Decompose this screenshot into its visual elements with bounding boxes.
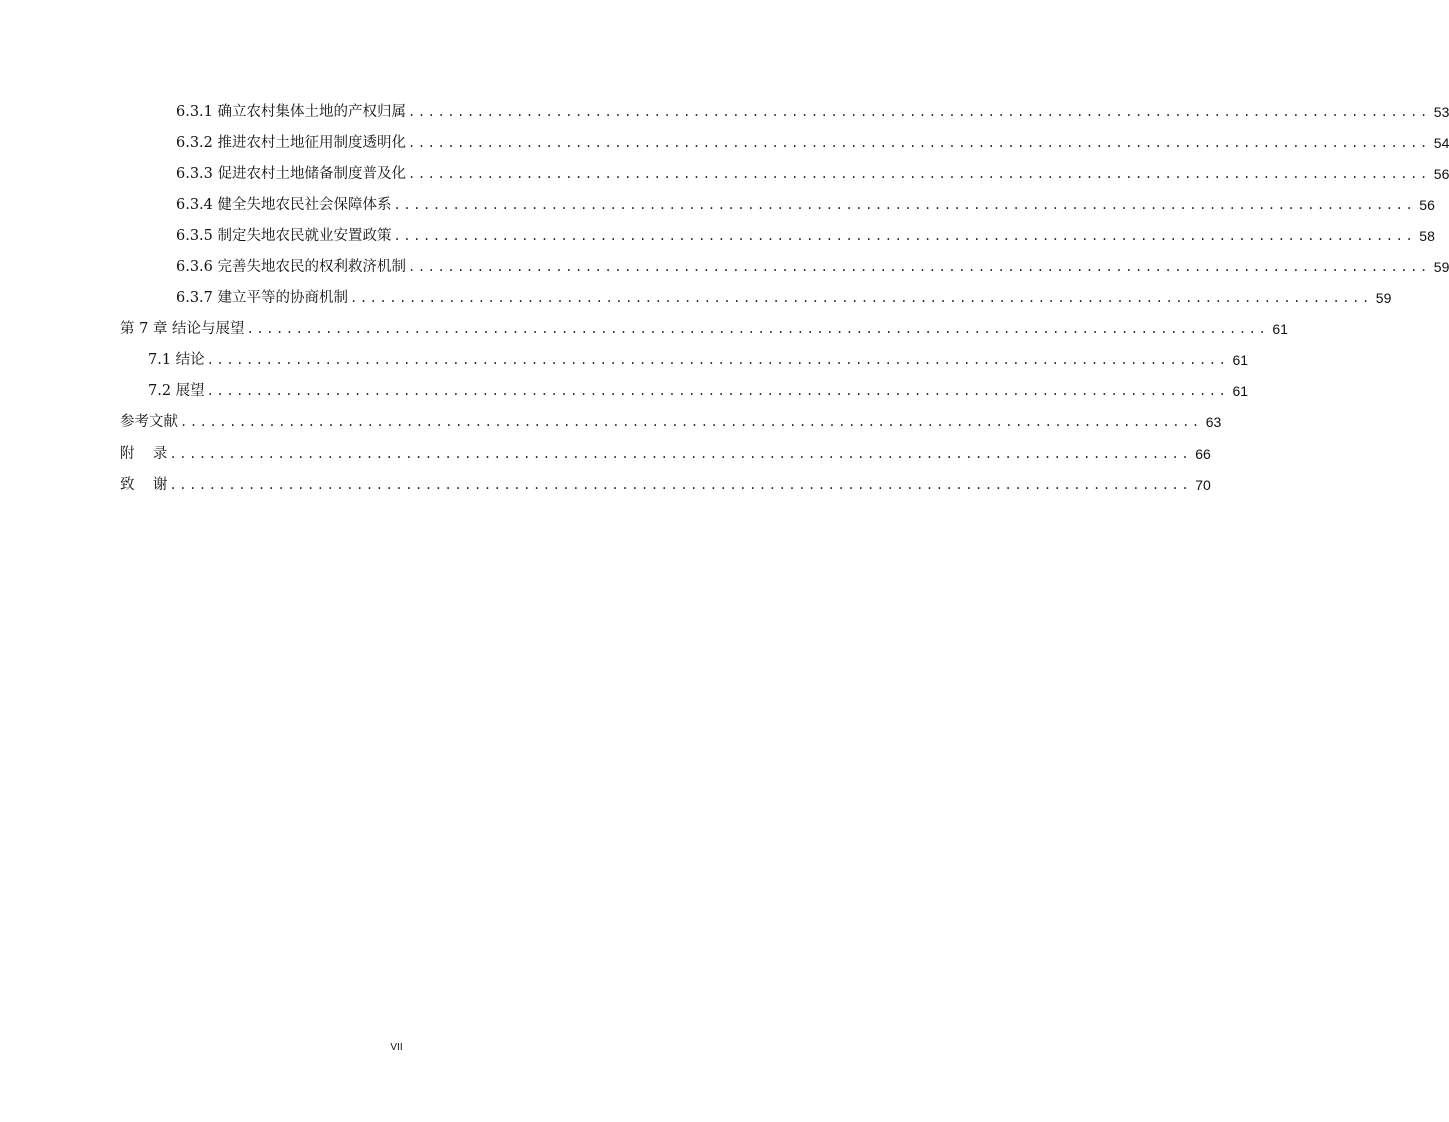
toc-entry-label: 6.3.4 健全失地农民社会保障体系 <box>176 197 392 213</box>
toc-entry-label: 6.3.7 建立平等的协商机制 <box>176 290 349 306</box>
toc-dot-leader: ........................................................................................................ <box>206 384 1229 398</box>
toc-page-number: 59 <box>1433 259 1449 275</box>
toc-entry-6-3-5[interactable] <box>176 222 1435 246</box>
toc-entry-7-2[interactable] <box>148 377 1249 401</box>
toc-entry-label: 致 谢 <box>120 477 168 493</box>
toc-page-number: 61 <box>1232 352 1249 368</box>
toc-dot-leader: ........................................................................................................ <box>408 105 1430 119</box>
toc-dot-leader: ........................................................................................................ <box>408 260 1430 274</box>
toc-page-number: 59 <box>1375 290 1392 306</box>
toc-dot-leader: ........................................................................................................ <box>393 229 1416 243</box>
toc-entry-label: 附 录 <box>120 446 168 462</box>
toc-entry-references[interactable] <box>120 408 1222 432</box>
toc-page-number: 53 <box>1433 104 1449 120</box>
toc-entry-6-3-3[interactable] <box>176 160 1449 184</box>
toc-entry-6-3-2[interactable] <box>176 129 1449 153</box>
toc-entry-label: 参考文献 <box>120 414 178 430</box>
toc-entry-label: 6.3.3 促进农村土地储备制度普及化 <box>176 166 407 182</box>
toc-page-number: 66 <box>1195 446 1211 462</box>
toc-dot-leader: ........................................................................................................ <box>408 136 1430 150</box>
toc-page-number: 56 <box>1433 166 1449 182</box>
toc-dot-leader: ........................................................................................................ <box>169 447 1192 461</box>
toc-page-number: 61 <box>1232 383 1249 399</box>
toc-entry-acknowledgements[interactable] <box>120 471 1211 495</box>
toc-entry-label: 7.1 结论 <box>148 352 205 368</box>
toc-dot-leader: ........................................................................................................ <box>206 353 1229 367</box>
toc-entry-appendix[interactable] <box>120 440 1211 464</box>
toc-dot-leader: ........................................................................................................ <box>393 198 1416 212</box>
toc-entry-6-3-1[interactable] <box>176 98 1449 122</box>
toc-dot-leader: ........................................................................................................ <box>246 322 1269 336</box>
toc-entry-label: 第 7 章 结论与展望 <box>120 321 245 337</box>
toc-page-number: 70 <box>1195 477 1211 493</box>
page-footer <box>0 1042 793 1053</box>
toc-entry-label: 6.3.2 推进农村土地征用制度透明化 <box>176 135 407 151</box>
toc-entry-6-3-7[interactable] <box>176 284 1392 308</box>
toc-entry-label: 6.3.1 确立农村集体土地的产权归属 <box>176 104 407 120</box>
toc-entry-label: 6.3.6 完善失地农民的权利救济机制 <box>176 259 407 275</box>
page-number: VII <box>390 1042 403 1053</box>
toc-dot-leader: ........................................................................................................ <box>180 415 1202 429</box>
toc-dot-leader: ........................................................................................................ <box>169 478 1192 492</box>
toc-entry-label: 6.3.5 制定失地农民就业安置政策 <box>176 228 392 244</box>
toc-page-number: 63 <box>1205 414 1222 430</box>
toc-entry-6-3-6[interactable] <box>176 253 1449 277</box>
toc-page-number: 56 <box>1419 197 1435 213</box>
toc-dot-leader: ........................................................................................................ <box>408 167 1430 181</box>
toc-page-number: 61 <box>1272 321 1288 337</box>
toc-page-number: 54 <box>1433 135 1449 151</box>
toc-entry-7-1[interactable] <box>148 346 1249 370</box>
toc-dot-leader: ........................................................................................................ <box>350 291 1372 305</box>
toc-entry-chapter-7[interactable] <box>120 315 1288 339</box>
toc-page-number: 58 <box>1419 228 1435 244</box>
toc-entry-6-3-4[interactable] <box>176 191 1435 215</box>
toc-entry-label: 7.2 展望 <box>148 383 205 399</box>
